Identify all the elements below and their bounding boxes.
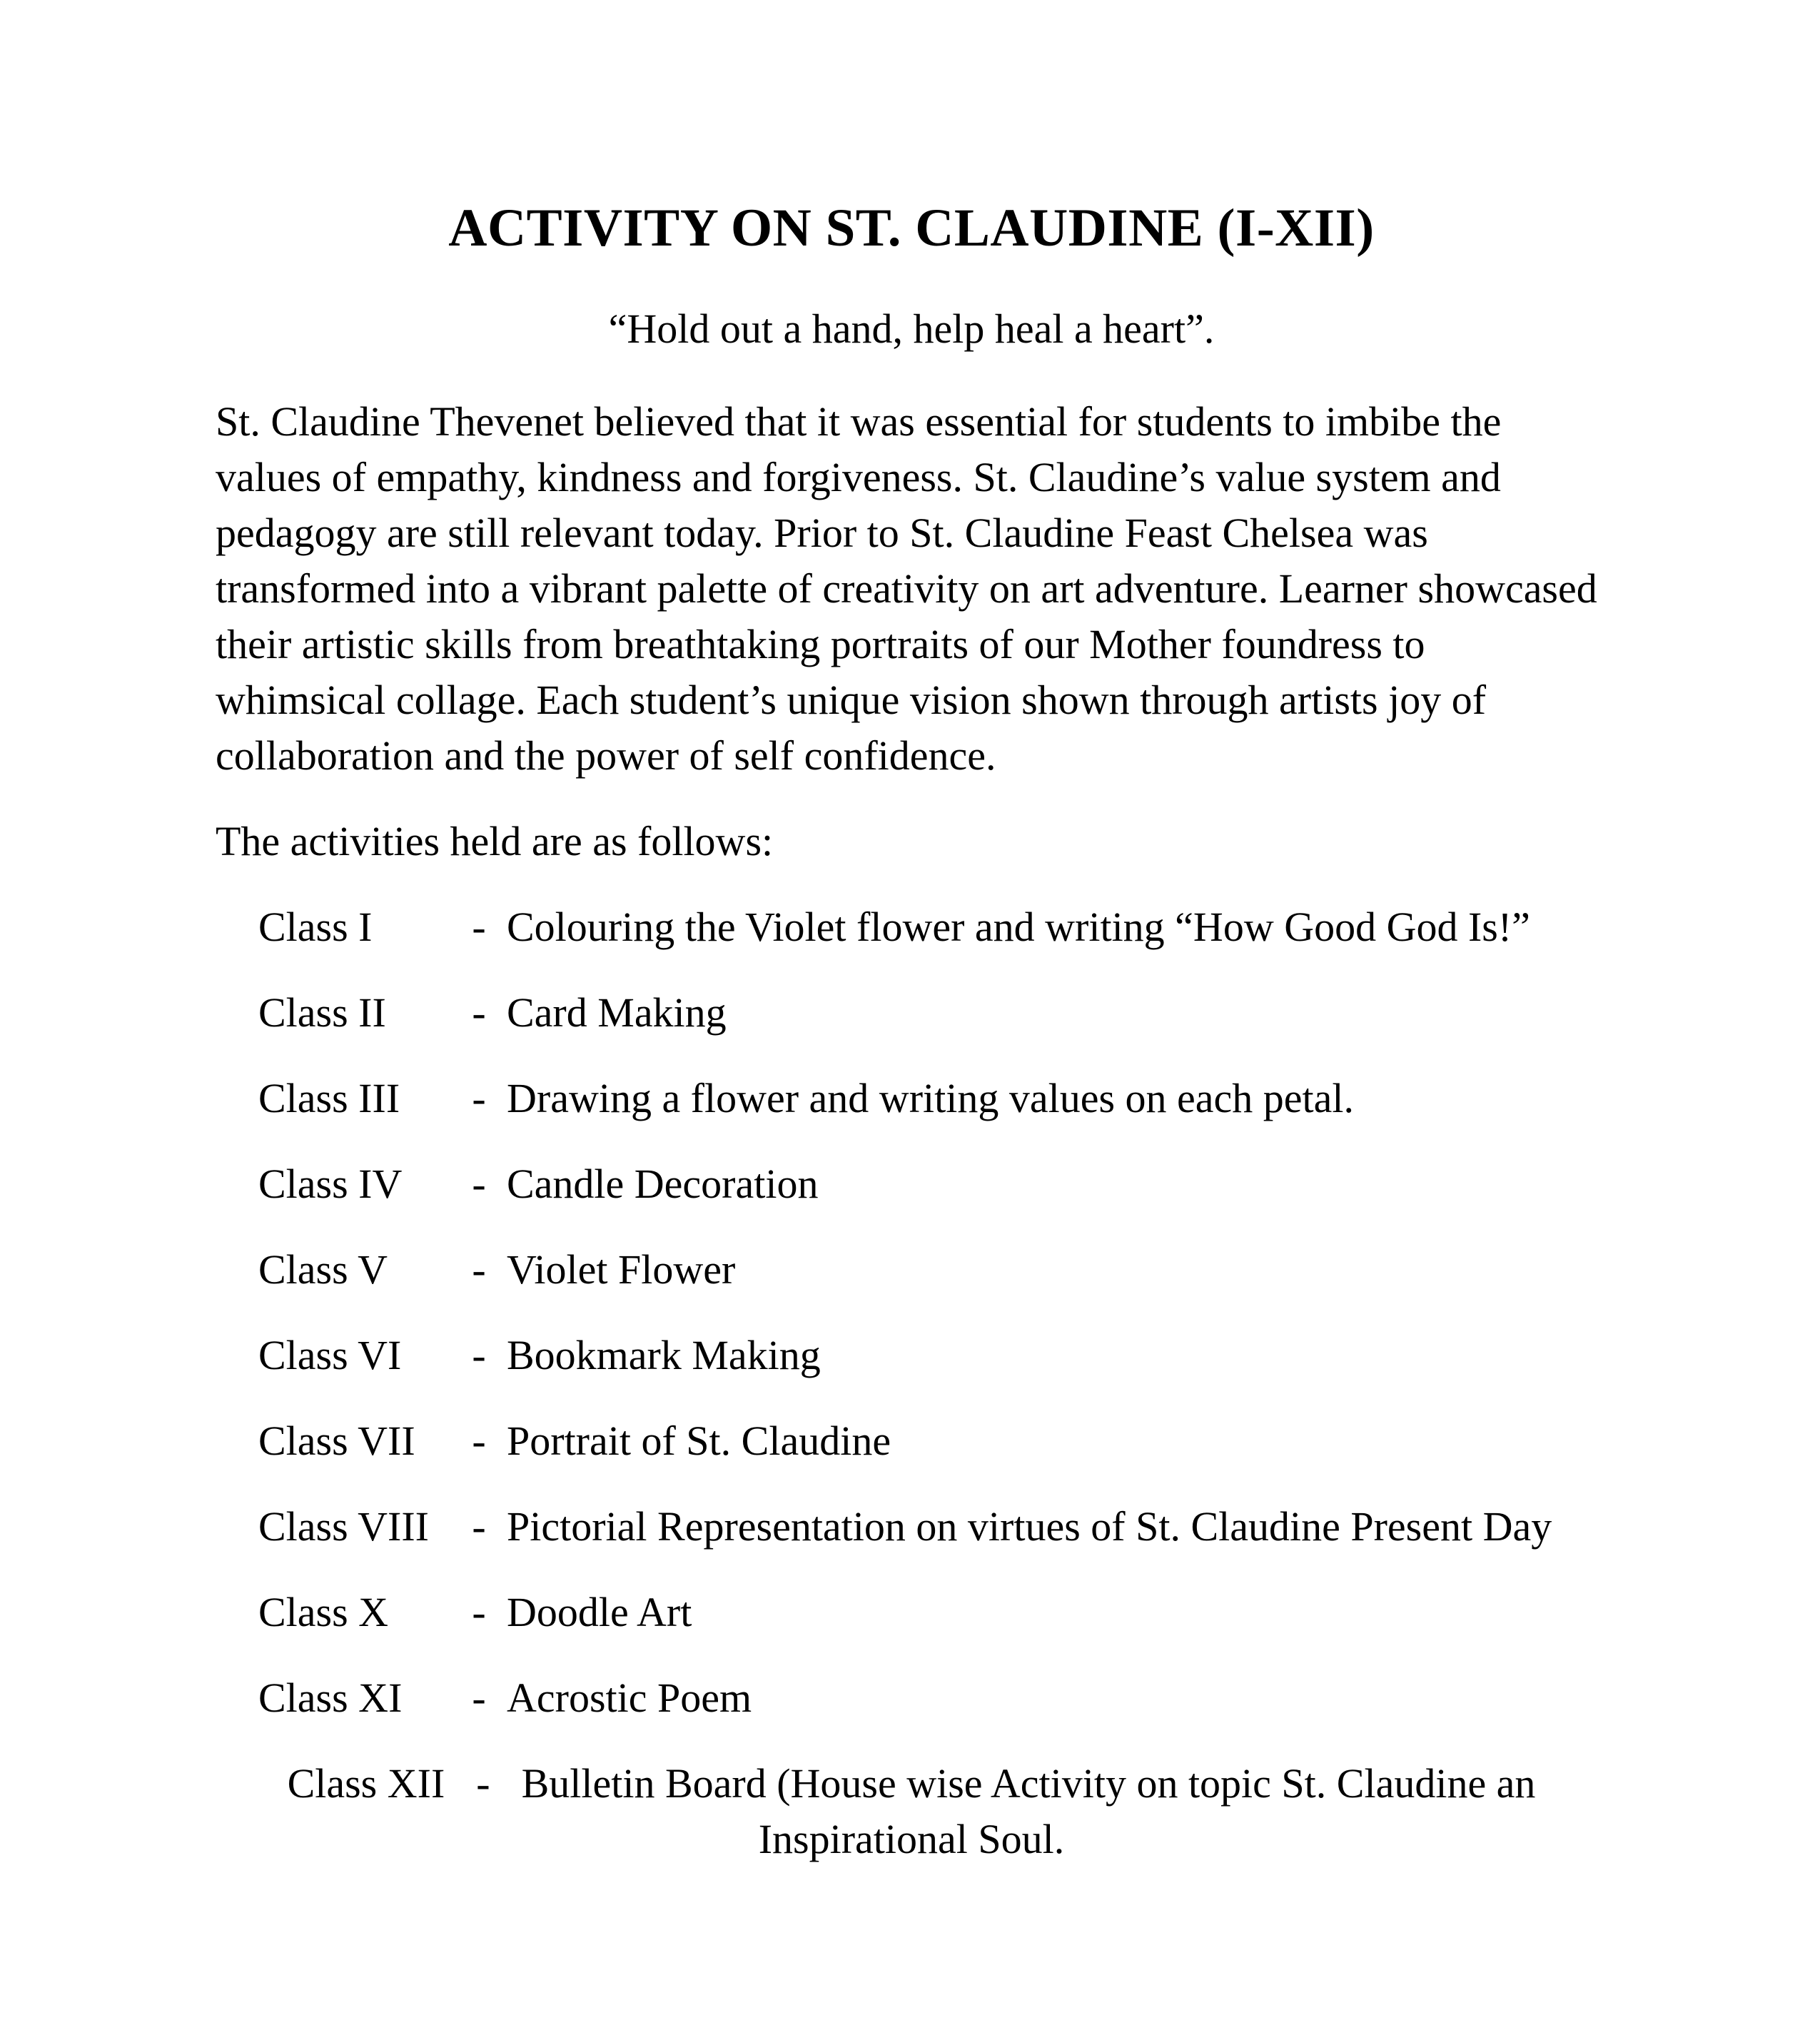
activity-row-class-i <box>216 899 1607 955</box>
activity-row-class-iv <box>216 1156 1607 1212</box>
document-title: ACTIVITY ON ST. CLAUDINE (I-XII) <box>448 198 1375 258</box>
activity-row-class-v <box>216 1242 1607 1298</box>
activity-dash: - <box>472 1161 486 1207</box>
activity-description: Acrostic Poem <box>507 1675 752 1721</box>
intro-line: St. Claudine Thevenet believed that it was essential for students to imbibe the <box>216 398 1502 445</box>
intro-line: transformed into a vibrant palette of creativity on art adventure. Learner showcased <box>216 565 1597 612</box>
activity-description-line2: Inspirational Soul. <box>758 1816 1065 1862</box>
activities-lead: The activities held are as follows: <box>216 818 774 864</box>
intro-line: collaboration and the power of self confidence. <box>216 732 996 779</box>
activity-dash: - <box>472 1675 486 1721</box>
activity-dash: - <box>472 1589 486 1635</box>
activity-row-class-vii <box>216 1413 1607 1469</box>
activity-dash: - <box>472 1332 486 1378</box>
activity-row-class-xi <box>216 1670 1607 1726</box>
intro-paragraph <box>216 394 1607 784</box>
intro-line: pedagogy are still relevant today. Prior to St. Claudine Feast Chelsea was <box>216 510 1428 556</box>
activity-row-class-ii <box>216 985 1607 1041</box>
document-subtitle: “Hold out a hand, help heal a heart”. <box>608 305 1215 352</box>
activity-row-class-x <box>216 1585 1607 1640</box>
activity-description: Candle Decoration <box>507 1161 819 1207</box>
activity-class-label: Class V <box>258 1246 388 1293</box>
activity-dash: - <box>472 989 486 1036</box>
activity-description: Violet Flower <box>507 1246 736 1293</box>
activity-class-label: Class VIII <box>258 1503 429 1550</box>
activity-row-class-xii <box>216 1756 1607 1812</box>
activity-class-label: Class IV <box>258 1161 403 1207</box>
activity-class-label: Class II <box>258 989 386 1036</box>
activity-dash: - <box>472 1503 486 1550</box>
activity-class-label: Class III <box>258 1075 400 1121</box>
activity-description: Portrait of St. Claudine <box>507 1418 891 1464</box>
activity-description: Colouring the Violet flower and writing “How Good God Is!” <box>507 904 1530 950</box>
activity-dash: - <box>472 904 486 950</box>
activity-dash: - <box>472 1246 486 1293</box>
intro-line: whimsical collage. Each student’s unique vision shown through artists joy of <box>216 677 1487 723</box>
activity-row-class-iii <box>216 1071 1607 1126</box>
activity-row-class-vi <box>216 1328 1607 1383</box>
activity-dash: - <box>472 1418 486 1464</box>
intro-line: values of empathy, kindness and forgiveness. St. Claudine’s value system and <box>216 454 1501 500</box>
activity-description: Bookmark Making <box>507 1332 821 1378</box>
activity-dash: - <box>476 1760 490 1807</box>
activity-row-class-viii <box>216 1499 1607 1555</box>
activity-class-label: Class X <box>258 1589 389 1635</box>
intro-line: their artistic skills from breathtaking portraits of our Mother foundress to <box>216 621 1425 667</box>
activities-list <box>216 899 1607 1867</box>
activity-class-label: Class XI <box>258 1675 403 1721</box>
activity-description: Bulletin Board (House wise Activity on topic St. Claudine an <box>521 1760 1536 1807</box>
activity-description: Doodle Art <box>507 1589 692 1635</box>
activity-class-label: Class I <box>258 904 373 950</box>
activity-description: Drawing a flower and writing values on each petal. <box>507 1075 1354 1121</box>
activity-description: Card Making <box>507 989 727 1036</box>
activity-class-label: Class XII <box>287 1760 445 1807</box>
activity-class-label: Class VI <box>258 1332 402 1378</box>
activity-dash: - <box>472 1075 486 1121</box>
activity-class-label: Class VII <box>258 1418 415 1464</box>
activity-description: Pictorial Representation on virtues of St. Claudine Present Day <box>507 1503 1552 1550</box>
